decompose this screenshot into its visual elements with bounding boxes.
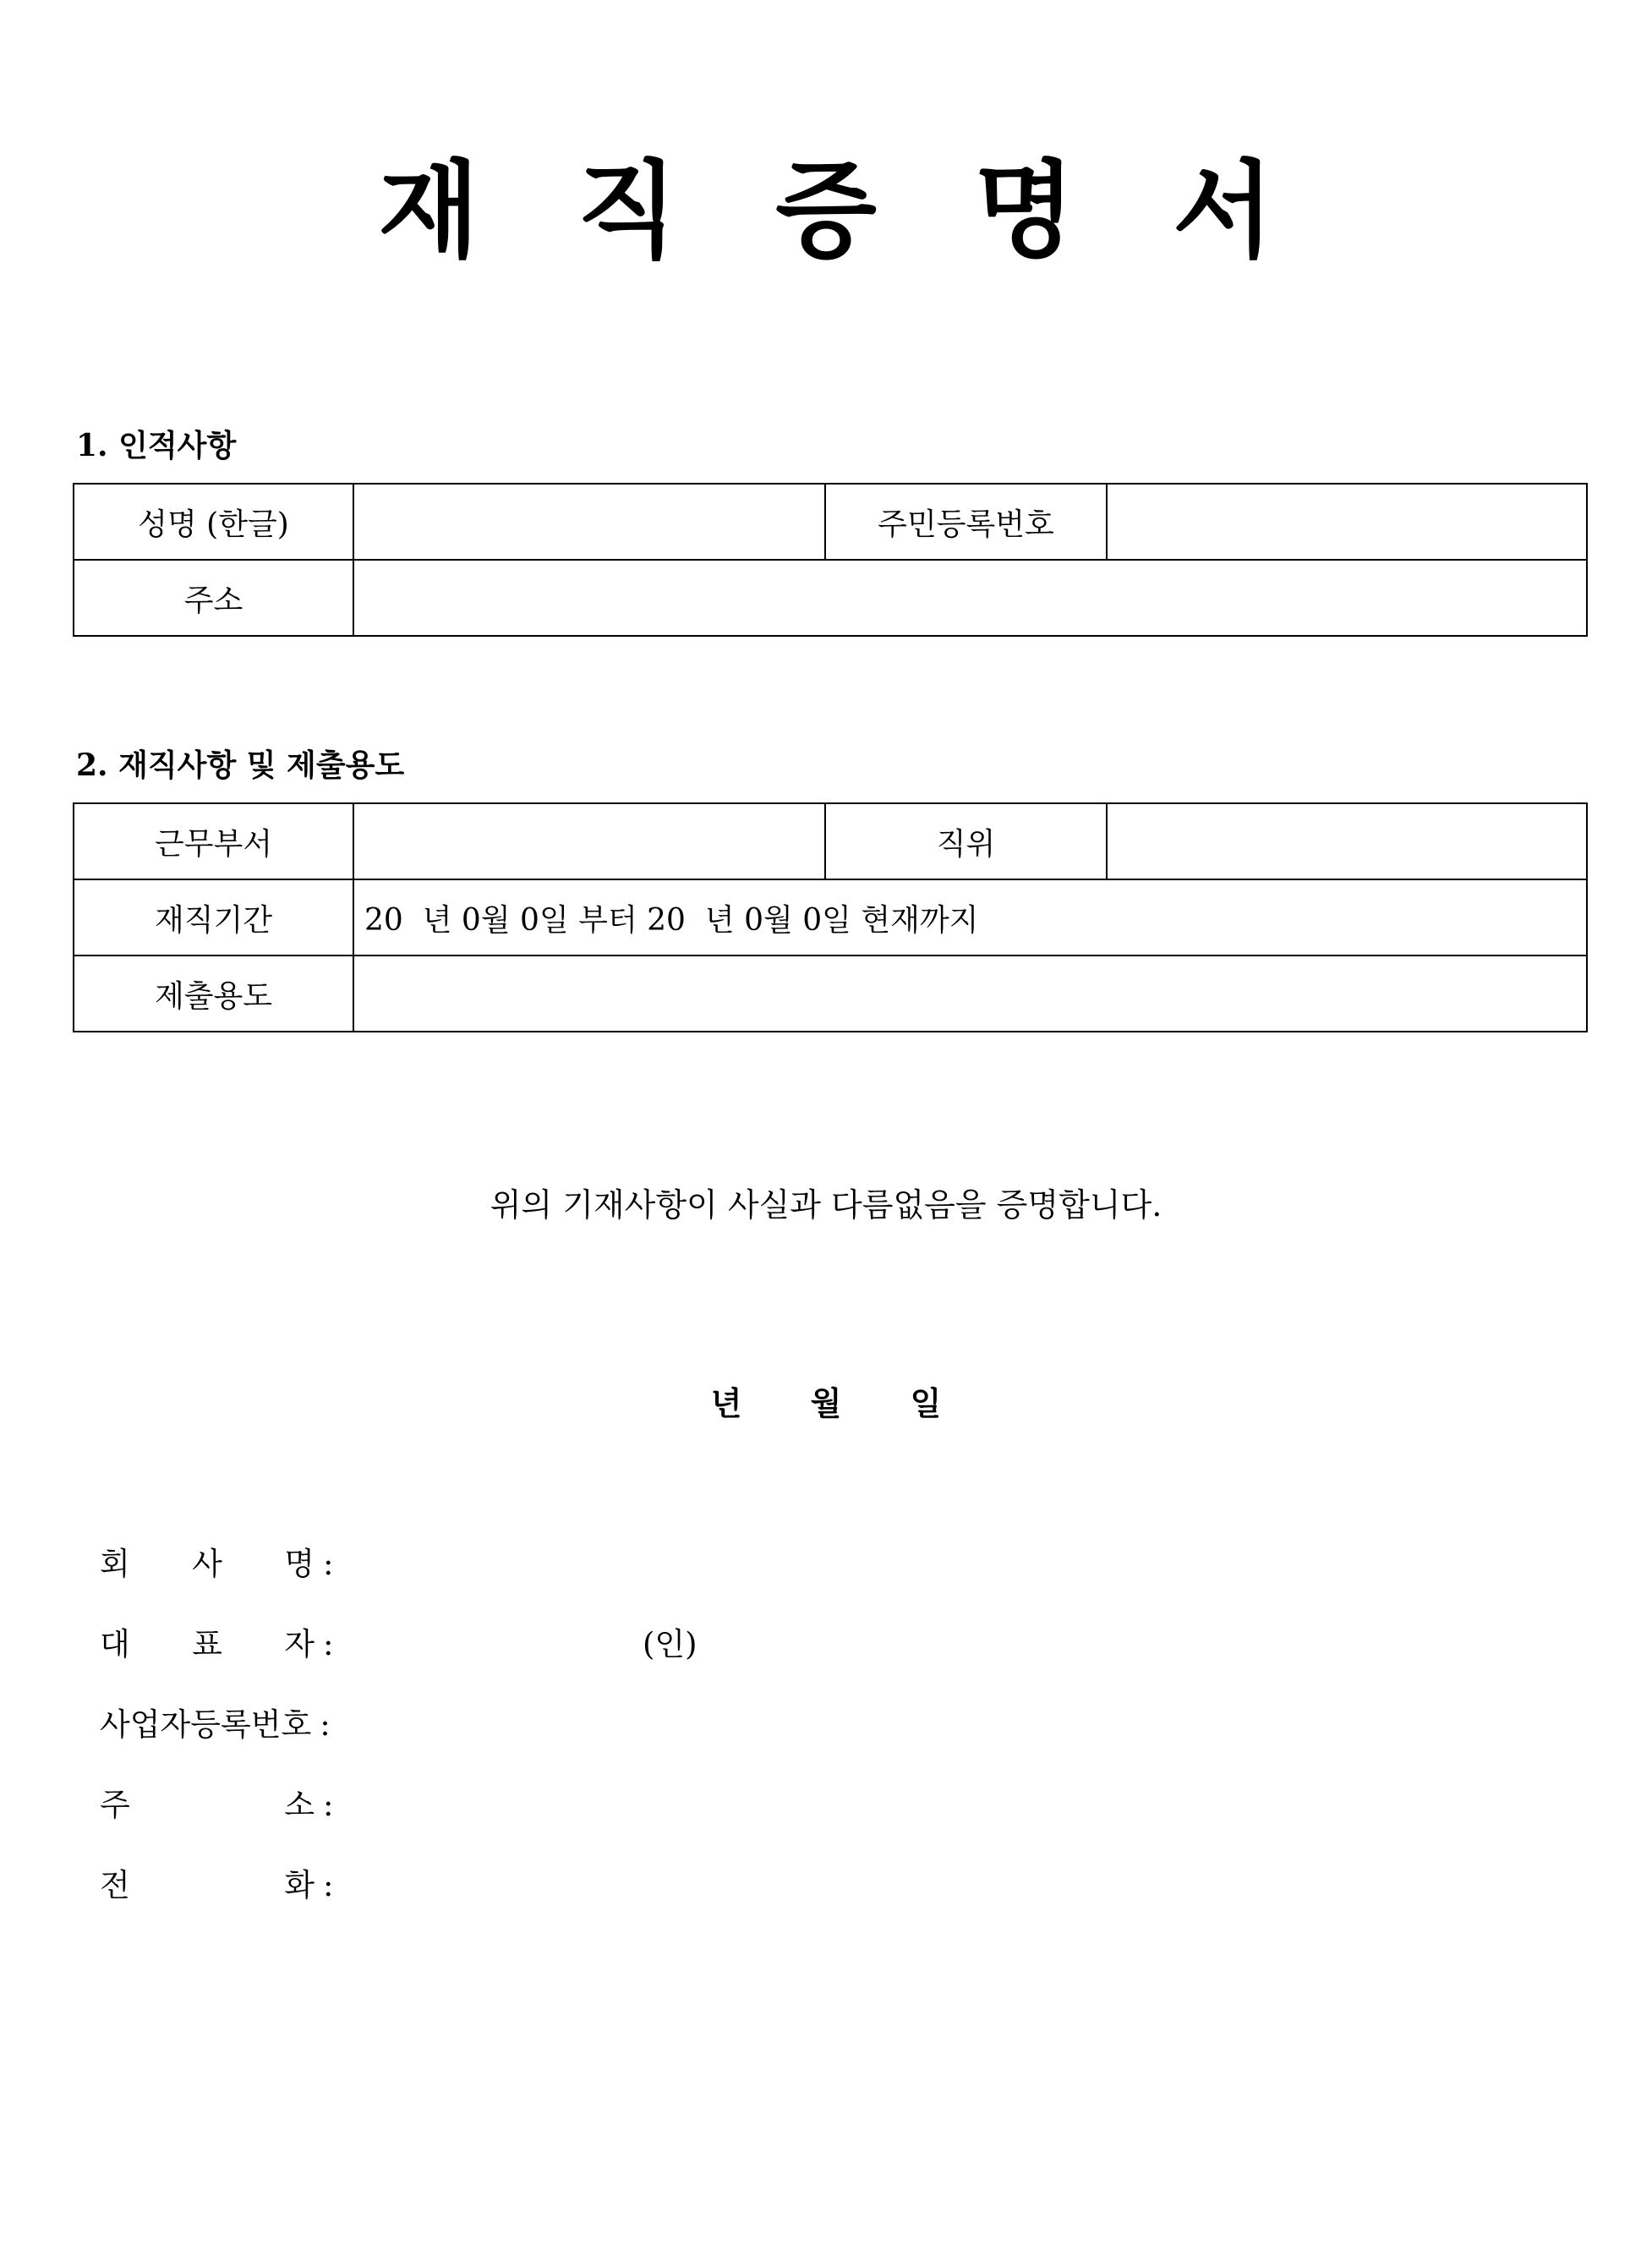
table-row: [74, 484, 1587, 560]
company-address-row: [100, 1780, 333, 1831]
period-label: 재직기간: [74, 879, 353, 956]
phone-row: [100, 1860, 333, 1911]
name-label: 성명 (한글): [74, 484, 353, 560]
seal-label: (인): [643, 1626, 697, 1662]
company-name-row: [100, 1539, 333, 1590]
certification-statement: 위의 기재사항이 사실과 다름없음을 증명합니다.: [490, 1186, 1162, 1224]
phone-label: 전 화: [100, 1867, 315, 1903]
table-row: [74, 803, 1587, 879]
name-field[interactable]: [353, 484, 825, 560]
address-label: 주소: [74, 560, 353, 636]
table-row: [74, 560, 1587, 636]
issue-date: [0, 1378, 1652, 1429]
position-field[interactable]: [1107, 803, 1587, 879]
business-number-row: [100, 1700, 331, 1750]
representative-row: [100, 1619, 333, 1670]
address-field[interactable]: [353, 560, 1587, 636]
company-address-label: 주 소: [100, 1787, 315, 1823]
colon: :: [323, 1546, 334, 1582]
date-month: 월: [810, 1384, 842, 1422]
company-name-label: 회 사 명: [100, 1546, 315, 1582]
table-row: [74, 956, 1587, 1032]
purpose-field[interactable]: [353, 956, 1587, 1032]
date-year: 년: [710, 1384, 742, 1422]
colon: :: [323, 1867, 334, 1903]
department-label: 근무부서: [74, 803, 353, 879]
employment-info-table: [73, 802, 1588, 1032]
colon: :: [323, 1626, 334, 1662]
colon: :: [323, 1787, 334, 1823]
business-number-label: 사업자등록번호: [100, 1706, 312, 1743]
purpose-label: 제출용도: [74, 956, 353, 1032]
representative-label: 대 표 자: [100, 1626, 315, 1662]
section-heading-personal-info: 1. 인적사항: [76, 428, 237, 463]
personal-info-table: [73, 483, 1588, 637]
colon: :: [320, 1706, 331, 1743]
section-heading-employment-info: 2. 재직사항 및 제출용도: [76, 747, 405, 783]
table-row: [74, 879, 1587, 956]
department-field[interactable]: [353, 803, 825, 879]
rrn-label: 주민등록번호: [825, 484, 1107, 560]
date-day: 일: [910, 1384, 942, 1422]
position-label: 직위: [825, 803, 1107, 879]
document-title: 재 직 증 명 서: [378, 150, 1305, 272]
period-field[interactable]: 20 년 0월 0일 부터 20 년 0월 0일 현재까지: [353, 879, 1587, 956]
rrn-field[interactable]: [1107, 484, 1587, 560]
